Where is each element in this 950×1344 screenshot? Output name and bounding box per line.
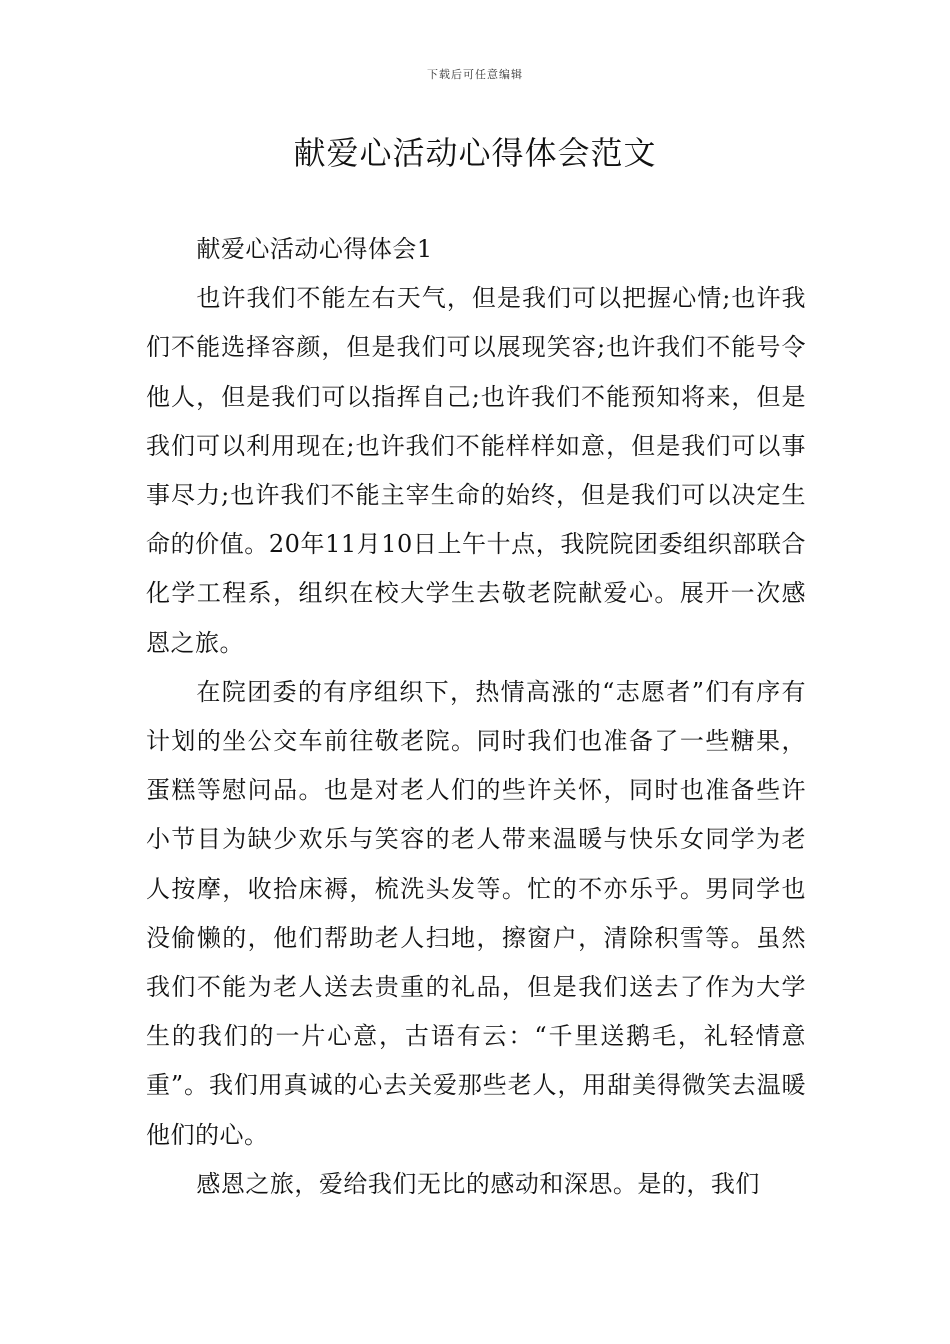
paragraph-2: 在院团委的有序组织下，热情高涨的“志愿者”们有序有计划的坐公交车前往敬老院。同时我们也准备了一些糖果，蛋糕等慰问品。也是对老人们的些许关怀，同时也准备些许小节目为缺少欢乐与笑容的老人带来温暖与快乐女同学为老人按摩，收拾床褥，梳洗头发等。忙的不亦乐乎。男同学也没偷懒的，他们帮助老人扫地，擦窗户，清除积雪等。虽然我们不能为老人送去贵重的礼品，但是我们送去了作为大学生的我们的一片心意，古语有云：“千里送鹅毛，礼轻情意重”。我们用真诚的心去关爱那些老人，用甜美得微笑去温暖他们的心。: [146, 677, 806, 1149]
paragraph-3: 感恩之旅，爱给我们无比的感动和深思。是的，我们: [196, 1169, 760, 1198]
document-body: [146, 225, 806, 1209]
paragraph-1: 也许我们不能左右天气，但是我们可以把握心情;也许我们不能选择容颜，但是我们可以展现笑容;也许我们不能号令他人，但是我们可以指挥自己;也许我们不能预知将来，但是我们可以利用现在;也许我们不能样样如意，但是我们可以事事尽力;也许我们不能主宰生命的始终，但是我们可以决定生命的价值。20年11月10日上午十点，我院院团委组织部联合化学工程系，组织在校大学生去敬老院献爱心。展开一次感恩之旅。: [146, 284, 806, 657]
section-subtitle: 献爱心活动心得体会1: [196, 235, 433, 263]
document-title: 献爱心活动心得体会范文: [293, 134, 657, 172]
header-note: 下载后可任意编辑: [427, 68, 523, 81]
